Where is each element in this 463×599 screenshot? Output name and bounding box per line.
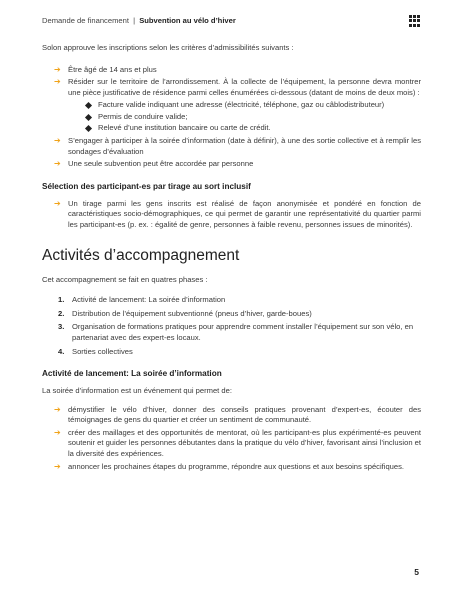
list-item: Permis de conduire valide;	[86, 112, 421, 123]
criteria-intro: Solon approuve les inscriptions selon les critères d’admissibilités suivants :	[42, 43, 294, 52]
header-doc-title: Subvention au vélo d’hiver	[139, 16, 236, 25]
selection-heading: Sélection des participant-es par tirage au sort inclusif	[42, 181, 251, 191]
diamond-bullet-icon	[85, 102, 92, 109]
list-item: ➔ démystifier le vélo d’hiver, donner des conseils pratiques provenant d’expert-es, écouter des témoignages de gens du quartier et créer un sentiment de communauté.	[54, 404, 421, 425]
activities-heading: Activités d’accompagnement	[42, 246, 240, 264]
arrow-bullet-icon: ➔	[54, 64, 61, 74]
page-content	[42, 43, 421, 474]
arrow-bullet-icon: ➔	[54, 427, 61, 437]
activities-intro: Cet accompagnement se fait en quatres phases :	[42, 274, 208, 284]
list-item: ➔ Être âgé de 14 ans et plus	[54, 64, 157, 74]
launch-intro: La soirée d’information est un événement qui permet de:	[42, 386, 232, 396]
arrow-bullet-icon: ➔	[54, 198, 61, 208]
diamond-bullet-icon	[85, 114, 92, 121]
page-header	[42, 16, 421, 32]
arrow-bullet-icon: ➔	[54, 136, 61, 146]
logo-icon	[409, 15, 421, 27]
header-doc-type: Demande de financement	[42, 16, 129, 25]
list-item: ➔ annoncer les prochaines étapes du programme, répondre aux questions et aux besoins spécifiques.	[54, 461, 405, 471]
list-item: Relevé d’une institution bancaire ou carte de crédit.	[86, 123, 421, 134]
page-number: 5	[414, 567, 419, 577]
launch-heading: Activité de lancement: La soirée d’information	[42, 369, 222, 379]
list-item: ➔ S’engager à participer à la soirée d’information (date à définir), à une des sortie collective et à remplir les sondages d’évaluation	[54, 136, 421, 156]
list-item: ➔ créer des maillages et des opportunités de mentorat, où les participant-es plus expérimenté-es peuvent soutenir et guider les personnes débutantes dans la pratique du vélo d’hiver, favorisant ainsi l’inclusion et la diversité des expériences.	[54, 427, 421, 458]
proof-list	[86, 100, 421, 134]
arrow-bullet-icon: ➔	[54, 404, 61, 414]
list-item: 4. Sorties collectives	[58, 346, 133, 356]
list-item: ➔ Une seule subvention peut être accordée par personne	[54, 159, 254, 169]
list-item: ➔ Résider sur le territoire de l’arrondissement. À la collecte de l’équipement, la personne devra montrer une pièce justificative de résidence parmi celles énumérées ci-dessous (datant de moins de deux mois) : Facture valide indiquant une adresse (électricité, téléphone, gaz ou câblodistributeur) Permis de conduire valide; Relevé d’une institution bancaire ou carte de crédit.	[54, 77, 421, 133]
list-item: Facture valide indiquant une adresse (électricité, téléphone, gaz ou câblodistributeur)	[86, 100, 421, 111]
header-separator: |	[133, 16, 136, 25]
launch-list	[54, 405, 421, 473]
phases-list	[58, 295, 421, 357]
criteria-list	[54, 65, 421, 170]
list-item: 1. Activité de lancement: La soirée d’information	[58, 295, 226, 305]
list-item: 3. Organisation de formations pratiques pour apprendre comment installer l’équipement sur son vélo, en partenariat avec des expert-es locaux.	[58, 322, 414, 342]
list-item: 2. Distribution de l’équipement subventionné (pneus d’hiver, garde-boues)	[58, 308, 312, 318]
diamond-bullet-icon	[85, 125, 92, 132]
selection-list	[54, 199, 421, 231]
arrow-bullet-icon: ➔	[54, 159, 61, 169]
arrow-bullet-icon: ➔	[54, 77, 61, 87]
list-item: ➔ Un tirage parmi les gens inscrits est réalisé de façon anonymisée et pondéré en fonction de caractéristiques socio-démographiques, ce qui permet de garantir une représentativité du quartier parmi les participant-es (p. ex. : égalité de genre, personnes à faible revenu, personnes issues de minorités).	[54, 198, 421, 230]
arrow-bullet-icon: ➔	[54, 461, 61, 471]
